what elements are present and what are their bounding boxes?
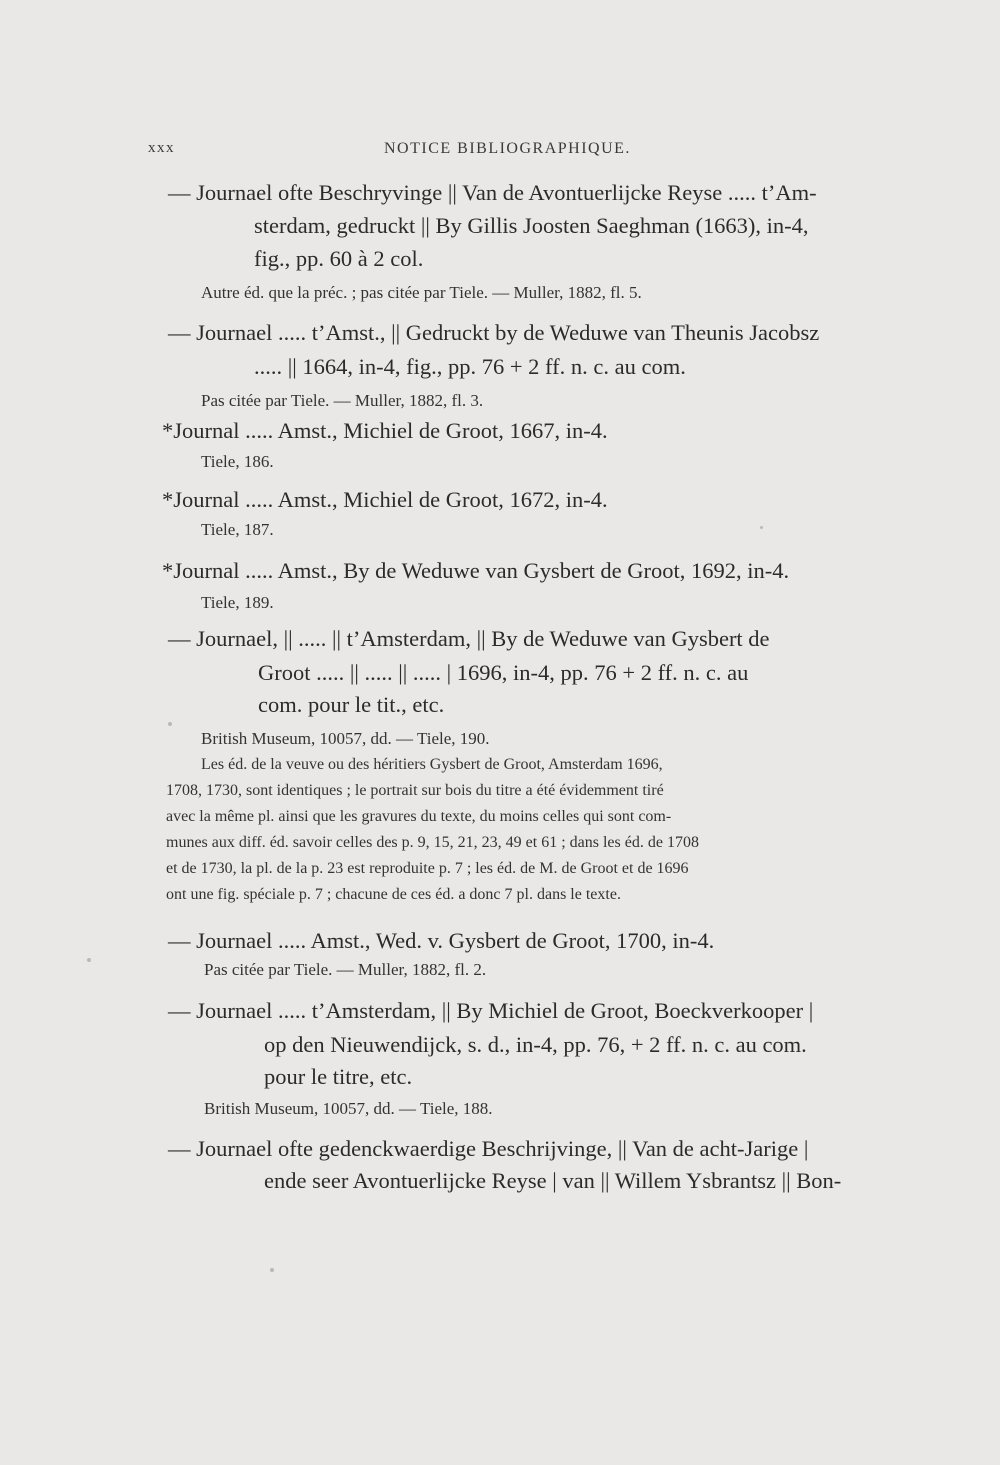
running-head — [148, 140, 863, 164]
entry-line: *Journal ..... Amst., Michiel de Groot, 1672, in-4. — [162, 487, 608, 512]
entry-note: Pas citée par Tiele. — Muller, 1882, fl. 3. — [201, 391, 484, 410]
commentary-line: ont une fig. spéciale p. 7 ; chacune de ces éd. a donc 7 pl. dans le texte. — [166, 886, 621, 903]
entry-line: ende seer Avontuerlijcke Reyse | van || Willem Ysbrantsz || Bon- — [264, 1168, 842, 1193]
entry-note: Autre éd. que la préc. ; pas citée par Tiele. — Muller, 1882, fl. 5. — [201, 283, 642, 302]
commentary-line: 1708, 1730, sont identiques ; le portrait sur bois du titre a été évidemment tiré — [166, 782, 664, 799]
entry-note: Tiele, 186. — [201, 452, 274, 471]
running-title: NOTICE BIBLIOGRAPHIQUE. — [384, 140, 631, 157]
entry-line: pour le titre, etc. — [264, 1064, 413, 1089]
entry-line: — Journael ofte gedenckwaerdige Beschrijvinge, || Van de acht-Jarige | — [168, 1136, 809, 1161]
entry-line: fig., pp. 60 à 2 col. — [254, 246, 424, 271]
paper-speck — [168, 722, 172, 726]
entry-note: Tiele, 187. — [201, 520, 274, 539]
entry-line: ..... || 1664, in-4, fig., pp. 76 + 2 ff. n. c. au com. — [254, 354, 686, 379]
commentary-line: avec la même pl. ainsi que les gravures du texte, du moins celles qui sont com- — [166, 808, 672, 825]
entry-line: — Journael, || ..... || t’Amsterdam, || By de Weduwe van Gysbert de — [168, 626, 770, 651]
commentary-line: munes aux diff. éd. savoir celles des p. 9, 15, 21, 23, 49 et 61 ; dans les éd. de 1708 — [166, 834, 699, 851]
entry-note: British Museum, 10057, dd. — Tiele, 190. — [201, 729, 490, 748]
entry-line: *Journal ..... Amst., By de Weduwe van Gysbert de Groot, 1692, in-4. — [162, 558, 790, 583]
entry-note: British Museum, 10057, dd. — Tiele, 188. — [204, 1099, 493, 1118]
entry-line: *Journal ..... Amst., Michiel de Groot, 1667, in-4. — [162, 418, 608, 443]
entry-note: Pas citée par Tiele. — Muller, 1882, fl. 2. — [204, 960, 487, 979]
commentary-line: et de 1730, la pl. de la p. 23 est reproduite p. 7 ; les éd. de M. de Groot et de 1696 — [166, 860, 689, 877]
page-number: xxx — [148, 140, 175, 156]
paper-speck — [270, 1268, 274, 1272]
paper-speck — [87, 958, 91, 962]
entry-line: — Journael ..... t’Amst., || Gedruckt by de Weduwe van Theunis Jacobsz — [168, 320, 820, 345]
entry-line: com. pour le tit., etc. — [258, 692, 445, 717]
entry-line: sterdam, gedruckt || By Gillis Joosten Saeghman (1663), in-4, — [254, 213, 809, 238]
entry-line: — Journael ..... Amst., Wed. v. Gysbert de Groot, 1700, in-4. — [168, 928, 715, 953]
entry-line: Groot ..... || ..... || ..... | 1696, in-4, pp. 76 + 2 ff. n. c. au — [258, 660, 749, 685]
commentary-line: Les éd. de la veuve ou des héritiers Gysbert de Groot, Amsterdam 1696, — [201, 756, 663, 773]
entry-line: — Journael ..... t’Amsterdam, || By Michiel de Groot, Boeckverkooper | — [168, 998, 814, 1023]
entry-line: op den Nieuwendijck, s. d., in-4, pp. 76, + 2 ff. n. c. au com. — [264, 1032, 807, 1057]
paper-speck — [760, 526, 763, 529]
entry-note: Tiele, 189. — [201, 593, 274, 612]
entry-line: — Journael ofte Beschryvinge || Van de Avontuerlijcke Reyse ..... t’Am- — [168, 180, 817, 205]
